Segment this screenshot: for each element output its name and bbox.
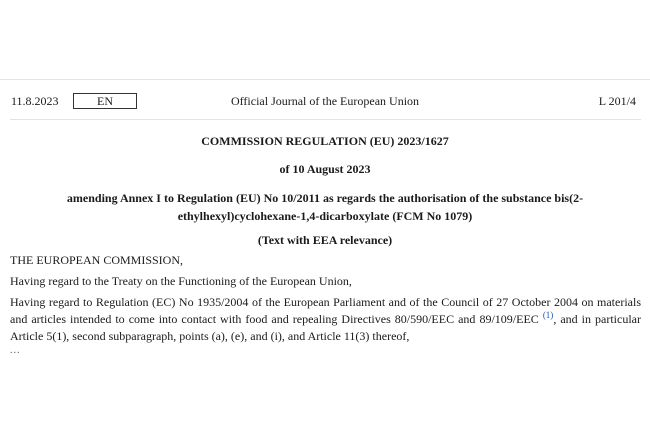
truncation-marker: ... — [10, 345, 21, 356]
regulation-title: COMMISSION REGULATION (EU) 2023/1627 — [201, 134, 449, 148]
top-divider — [0, 79, 650, 80]
page-reference: L 201/4 — [598, 94, 636, 108]
recital-regulation-text-1: Having regard to Regulation (EC) No 1935/2004 of the European Parliament and of the Council of 27 October 2004 on materials and articles intended to come into contact with food and repealing Directives 80/590/EEC and 89/109/EEC — [10, 295, 641, 326]
preamble-heading: THE EUROPEAN COMMISSION, — [10, 253, 184, 267]
footnote-link[interactable]: (1) — [542, 310, 554, 320]
recital-regulation-text-2: , and in particular Article 5(1), second subparagraph, points (a), (e), and (i), and Article 11(3) thereof, — [10, 312, 642, 343]
header-divider — [10, 119, 641, 120]
journal-header — [10, 93, 640, 109]
regulation-date: of 10 August 2023 — [279, 162, 371, 176]
regulation-subject: amending Annex I to Regulation (EU) No 10/2011 as regards the authorisation of the substance bis(2-ethylhexyl)cyclohexane-1,4-dicarboxylate (FCM No 1079) — [66, 191, 584, 223]
publication-date: 11.8.2023 — [11, 94, 59, 108]
recital-treaty: Having regard to the Treaty on the Functioning of the European Union, — [10, 274, 352, 288]
recital-regulation — [10, 294, 641, 345]
journal-title: Official Journal of the European Union — [230, 94, 420, 108]
eea-relevance: (Text with EEA relevance) — [257, 233, 393, 247]
language-selector[interactable]: EN — [73, 93, 137, 109]
